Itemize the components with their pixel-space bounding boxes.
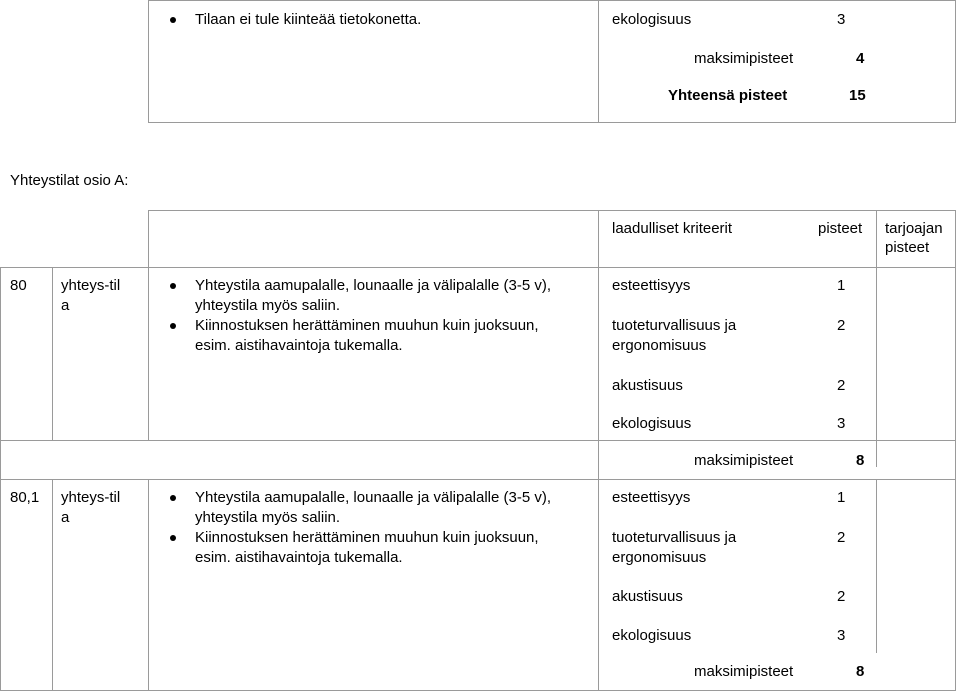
criterion-label-cont: ergonomisuus [612,337,707,354]
row-separator [0,440,956,441]
total-label: Yhteensä pisteet [668,87,788,104]
criterion-label: ekologisuus [612,627,692,644]
top-max-label: maksimipisteet [694,50,794,67]
room-name-cont: a [61,509,70,526]
top-ecology-label: ekologisuus [612,11,692,28]
room-name: yhteys-til [61,277,121,294]
header-separator [0,267,956,268]
bullet-icon [170,283,176,289]
col-divider-buyer-2 [876,479,877,653]
bullet-text: Yhteystila aamupalalle, lounaalle ja välipalalle (3-5 v), [195,277,552,294]
bullet-text-cont: yhteystila myös saliin. [195,297,341,314]
criterion-points: 3 [837,415,846,432]
bullet-text: Kiinnostuksen herättäminen muuhun kuin juoksuun, [195,529,539,546]
top-table-border-top [148,0,956,1]
top-table-divider-right [955,0,956,122]
col-divider-number-2 [52,479,53,691]
room-name: yhteys-til [61,489,121,506]
header-buyer-points-line2: pisteet [885,239,930,256]
header-criteria: laadulliset kriteerit [612,220,733,237]
table-border-top [148,210,956,211]
criterion-label: tuoteturvallisuus ja [612,317,737,334]
col-divider-number [52,267,53,441]
max-points-label: maksimipisteet [694,452,794,469]
max-points-value: 8 [856,663,865,680]
table-border-bottom [0,690,956,691]
criterion-points: 1 [837,489,846,506]
max-separator [0,479,956,480]
criterion-points: 1 [837,277,846,294]
max-points-label: maksimipisteet [694,663,794,680]
criterion-label: akustisuus [612,377,683,394]
bullet-text: Yhteystila aamupalalle, lounaalle ja välipalalle (3-5 v), [195,489,552,506]
top-table-divider-left [148,0,149,122]
row-number: 80 [10,277,27,294]
criterion-points: 2 [837,317,846,334]
bullet-text-cont: esim. aistihavaintoja tukemalla. [195,549,403,566]
top-table-border-bottom [148,122,956,123]
bullet-icon [170,323,176,329]
criterion-points: 2 [837,588,846,605]
top-ecology-points: 3 [837,11,846,28]
header-points: pisteet [818,220,863,237]
table-border-right [955,210,956,691]
section-heading: Yhteystilat osio A: [10,172,129,189]
criterion-label: esteettisyys [612,489,691,506]
header-buyer-points-line1: tarjoajan [885,220,943,237]
criterion-label: esteettisyys [612,277,691,294]
row-number: 80,1 [10,489,40,506]
table-border-left [0,267,1,691]
col-divider-buyer [876,210,877,467]
col-divider-room-2 [148,479,149,691]
top-bullet-text: Tilaan ei tule kiinteää tietokonetta. [195,11,422,28]
bullet-icon [170,17,176,23]
criterion-points: 2 [837,377,846,394]
bullet-icon [170,535,176,541]
col-divider-criteria [598,210,599,691]
bullet-text-cont: yhteystila myös saliin. [195,509,341,526]
criterion-label: tuoteturvallisuus ja [612,529,737,546]
col-divider-room [148,210,149,441]
criterion-label: akustisuus [612,588,683,605]
criterion-label-cont: ergonomisuus [612,549,707,566]
top-table-divider-mid [598,0,599,122]
criterion-label: ekologisuus [612,415,692,432]
max-points-value: 8 [856,452,865,469]
top-max-points: 4 [856,50,865,67]
room-name-cont: a [61,297,70,314]
bullet-icon [170,495,176,501]
total-points: 15 [849,87,866,104]
bullet-text: Kiinnostuksen herättäminen muuhun kuin juoksuun, [195,317,539,334]
criterion-points: 2 [837,529,846,546]
bullet-text-cont: esim. aistihavaintoja tukemalla. [195,337,403,354]
criterion-points: 3 [837,627,846,644]
